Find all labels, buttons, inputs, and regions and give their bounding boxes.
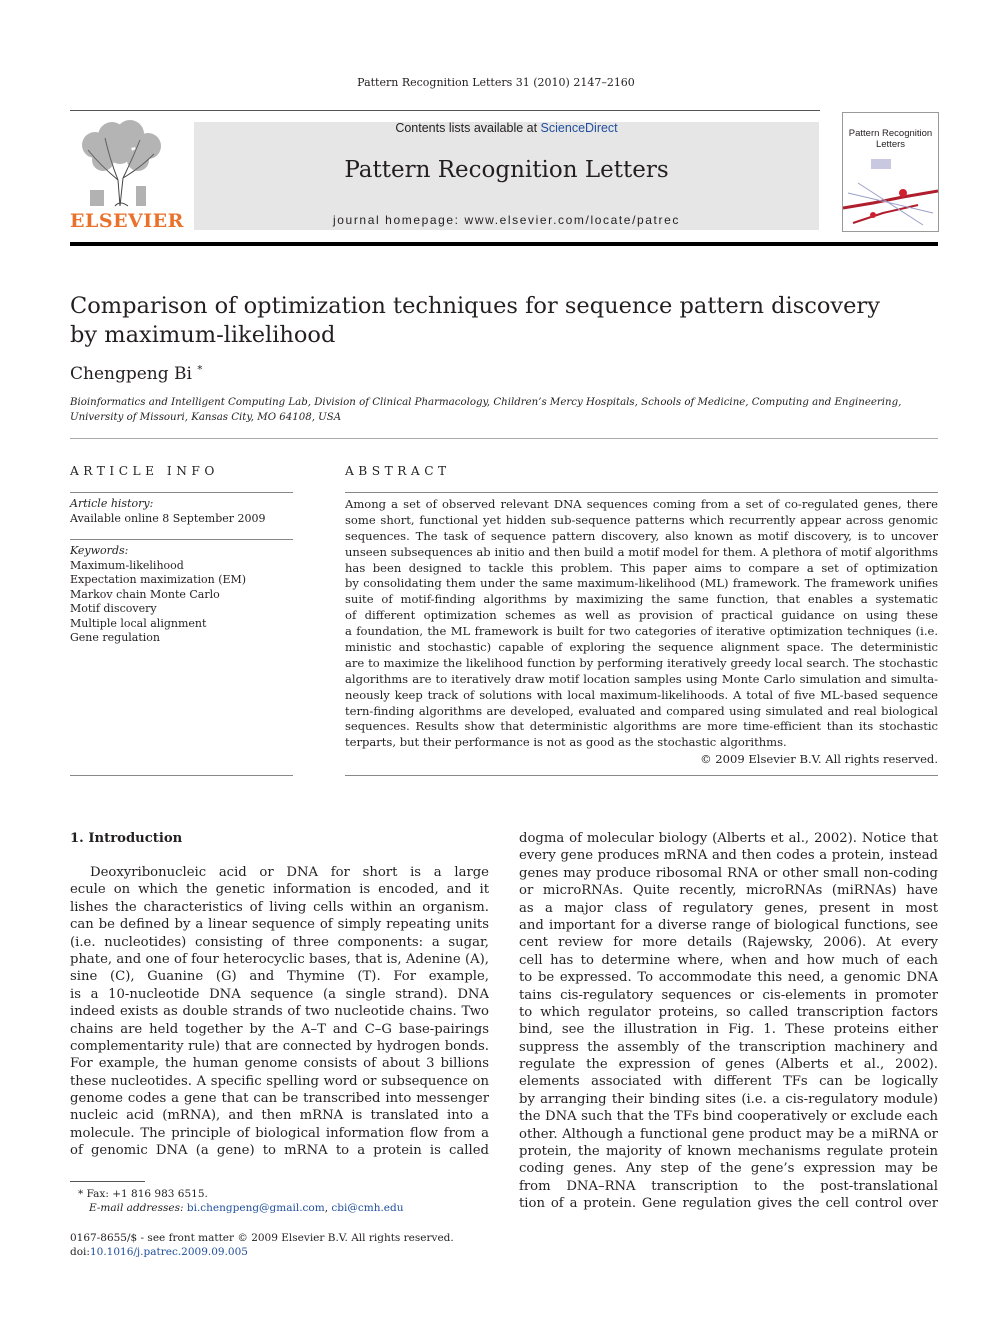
abstract-line: ministic and stochastic) capable of exploring the sequence alignment space. The deterministic bbox=[345, 640, 938, 655]
article-title bbox=[70, 292, 930, 350]
footnote-fax: * Fax: +1 816 983 6515. bbox=[78, 1188, 208, 1200]
journal-citation: Pattern Recognition Letters 31 (2010) 2147–2160 bbox=[357, 76, 635, 89]
sciencedirect-link[interactable]: ScienceDirect bbox=[540, 121, 618, 135]
body-line: bind, see the illustration in Fig. 1. These proteins either bbox=[519, 1022, 938, 1038]
issn-line: 0167-8655/$ - see front matter © 2009 Elsevier B.V. All rights reserved. bbox=[70, 1232, 454, 1244]
body-column-left bbox=[70, 864, 489, 1160]
section-separator bbox=[70, 438, 938, 439]
body-line: tains cis-regulatory sequences or cis-elements in promoter bbox=[519, 987, 938, 1003]
article-info-heading: ARTICLE INFO bbox=[70, 464, 219, 478]
body-line: regulate the expression of genes (Alberts et al., 2002). bbox=[519, 1057, 938, 1073]
body-line: ecule on which the genetic information is encoded, and it bbox=[70, 882, 489, 898]
body-line: as a major class of regulatory genes, present in most bbox=[519, 900, 938, 916]
body-line: by arranging their binding sites (i.e. a cis-regulatory module) bbox=[519, 1091, 938, 1107]
keywords-label: Keywords: bbox=[70, 544, 129, 557]
body-line: the DNA such that the TFs bind cooperatively or exclude each bbox=[519, 1109, 938, 1125]
body-line: and important for a diverse range of biological functions, see bbox=[519, 917, 938, 933]
body-line: phate, and one of four heterocyclic bases, that is, Adenine (A), bbox=[70, 951, 489, 967]
body-column-right bbox=[519, 830, 938, 1213]
abstract-text bbox=[345, 497, 938, 751]
abstract-rule bbox=[345, 492, 938, 493]
author-name[interactable]: Chengpeng Bi bbox=[70, 364, 192, 384]
abstract-line: Among a set of observed relevant DNA sequences coming from a set of co-regulated genes, there bbox=[345, 497, 938, 511]
section-heading: 1. Introduction bbox=[70, 831, 183, 846]
abstract-line: has been designed to tackle this problem. This paper aims to compare a set of optimization bbox=[345, 560, 938, 575]
footnote bbox=[70, 1187, 489, 1215]
email-link[interactable]: cbi@cmh.edu bbox=[331, 1202, 404, 1214]
article-info-rule bbox=[70, 775, 293, 776]
doi-label: doi: bbox=[70, 1246, 90, 1258]
body-line: dogma of molecular biology (Alberts et al., 2002). Notice that bbox=[519, 831, 938, 846]
keyword: Multiple local alignment bbox=[70, 616, 207, 630]
body-line: these nucleotides. A specific spelling word or subsequence on bbox=[70, 1073, 489, 1089]
body-line: is a 10-nucleotide DNA sequence (a single strand). DNA bbox=[70, 986, 489, 1002]
journal-cover-thumbnail bbox=[842, 112, 939, 232]
contents-available-line bbox=[194, 121, 819, 135]
corresponding-author-mark[interactable]: * bbox=[197, 364, 203, 376]
keyword: Maximum-likelihood bbox=[70, 558, 184, 572]
body-line: to which regulator proteins, so called transcription factors bbox=[519, 1004, 938, 1020]
body-line: Deoxyribonucleic acid or DNA for short is a large bbox=[90, 865, 489, 880]
affiliation bbox=[70, 395, 938, 425]
body-line: nucleic acid (mRNA), and then mRNA is translated into a bbox=[70, 1108, 489, 1124]
front-matter bbox=[70, 1231, 489, 1259]
article-info-rule bbox=[70, 492, 293, 493]
body-line: chains are held together by the A–T and C–G base-pairings bbox=[70, 1021, 489, 1037]
abstract-rule bbox=[345, 775, 938, 776]
history-label: Article history: bbox=[70, 497, 154, 510]
body-line: complementarity rule) that are connected by hydrogen bonds. bbox=[70, 1038, 489, 1054]
body-line: sine (C), Guanine (G) and Thymine (T). For example, bbox=[70, 969, 489, 985]
cover-artwork bbox=[843, 153, 938, 231]
body-line: or microRNAs. Quite recently, microRNAs (miRNAs) have bbox=[519, 883, 938, 899]
journal-name: Pattern Recognition Letters bbox=[344, 157, 669, 183]
article-title-line: by maximum-likelihood bbox=[70, 322, 336, 348]
header-rule bbox=[70, 110, 820, 111]
body-line: elements associated with different TFs can be logically bbox=[519, 1074, 938, 1090]
contents-prefix: Contents lists available at bbox=[395, 121, 541, 135]
abstract-line: algorithms are to iteratively draw motif location samples using Monte Carlo simulation and simulta- bbox=[345, 671, 938, 686]
body-line: of genomic DNA (a gene) to mRNA to a protein is called bbox=[70, 1143, 489, 1159]
history-value: Available online 8 September 2009 bbox=[70, 511, 266, 525]
body-line: can be defined by a linear sequence of simply repeating units bbox=[70, 917, 489, 933]
abstract-line: are to maximize the likelihood function by performing iteratively greedy local search. The stochastic bbox=[345, 655, 938, 670]
body-line: genes may produce ribosomal RNA or other small non-coding bbox=[519, 865, 938, 881]
abstract-line: of different optimization schemes as well as provision of practical guidance on using these bbox=[345, 608, 938, 623]
body-line: (i.e. nucleotides) consisting of three components: a sugar, bbox=[70, 934, 489, 950]
body-line: For example, the human genome consists of about 3 billions bbox=[70, 1056, 489, 1072]
author bbox=[70, 364, 202, 384]
article-info-rule bbox=[70, 539, 293, 540]
abstract-line: unseen subsequences ab initio and then build a motif model for them. A plethora of motif algorithms bbox=[345, 544, 938, 559]
abstract-line: by consolidating them under the same maximum-likelihood (ML) framework. The framework unifies bbox=[345, 576, 938, 591]
body-line: molecule. The principle of biological information flow from a bbox=[70, 1125, 489, 1141]
abstract-line: neously keep track of solutions with local maximum-likelihoods. A total of five ML-based sequence bbox=[345, 687, 938, 702]
keyword: Gene regulation bbox=[70, 631, 161, 644]
elsevier-wordmark: ELSEVIER bbox=[70, 210, 184, 232]
body-line: other. Although a functional gene product may be a miRNA or bbox=[519, 1126, 938, 1142]
abstract-heading: ABSTRACT bbox=[345, 464, 451, 478]
abstract-line: sequences. Results show that deterministic algorithms are more time-efficient than its stochastic bbox=[345, 719, 938, 734]
affiliation-line: University of Missouri, Kansas City, MO 64108, USA bbox=[70, 412, 342, 423]
abstract-copyright: © 2009 Elsevier B.V. All rights reserved. bbox=[700, 752, 938, 766]
keyword: Expectation maximization (EM) bbox=[70, 573, 247, 586]
abstract-line: tern-finding algorithms are developed, evaluated and compared using simulated and real biological bbox=[345, 703, 938, 718]
body-line: every gene produces mRNA and then codes a protein, instead bbox=[519, 848, 938, 864]
body-line: cent review for more details (Rajewsky, 2006). At every bbox=[519, 935, 938, 951]
body-line: cell has to determine where, when and how much of each bbox=[519, 952, 938, 968]
keyword: Motif discovery bbox=[70, 602, 157, 615]
body-line: coding genes. Any step of the gene’s expression may be bbox=[519, 1161, 938, 1177]
body-line: tion of a protein. Gene regulation gives the cell control over bbox=[519, 1196, 938, 1212]
journal-homepage[interactable]: journal homepage: www.elsevier.com/locate/patrec bbox=[333, 213, 680, 227]
footnote-rule bbox=[70, 1181, 145, 1182]
affiliation-line: Bioinformatics and Intelligent Computing Lab, Division of Clinical Pharmacology, Children’s Mercy Hospitals, Schools of Medicine, Computing and Engineering, bbox=[70, 397, 902, 408]
keywords-block bbox=[70, 544, 293, 646]
abstract-line: suite of motif-finding algorithms by maximizing the same function, that enables a systematic bbox=[345, 592, 938, 607]
body-line: from DNA–RNA transcription to the post-translational bbox=[519, 1178, 938, 1194]
email-separator: , bbox=[324, 1202, 332, 1214]
body-line: suppress the assembly of the transcription machinery and bbox=[519, 1039, 938, 1055]
body-line: lishes the characteristics of living cells within an organism. bbox=[70, 899, 489, 915]
abstract-line: sequences. The task of sequence pattern discovery, also known as motif discovery, is to uncover bbox=[345, 528, 938, 543]
article-title-line: Comparison of optimization techniques for sequence pattern discovery bbox=[70, 293, 880, 319]
body-line: to be expressed. To accommodate this need, a genomic DNA bbox=[519, 970, 938, 986]
article-history bbox=[70, 497, 293, 526]
body-line: genome codes a gene that can be transcribed into messenger bbox=[70, 1091, 489, 1107]
doi-link[interactable]: 10.1016/j.patrec.2009.09.005 bbox=[89, 1246, 248, 1258]
abstract-line: some short, functional yet hidden sub-sequence patterns which recurrently appear across genomic bbox=[345, 512, 938, 527]
abstract-line: terparts, but their performance is not as good as the stochastic algorithms. bbox=[345, 735, 787, 750]
abstract-line: a foundation, the ML framework is built for two categories of iterative optimization techniques (i.e. bbox=[345, 624, 938, 639]
keyword: Markov chain Monte Carlo bbox=[70, 587, 220, 601]
email-label: E-mail addresses: bbox=[89, 1202, 184, 1214]
cover-title: Pattern Recognition Letters bbox=[848, 128, 933, 150]
email-link[interactable]: bi.chengpeng@gmail.com bbox=[186, 1202, 325, 1214]
header-thick-rule bbox=[70, 242, 938, 246]
body-line: protein, the majority of known mechanisms regulate protein bbox=[519, 1144, 938, 1160]
body-line: indeed exists as double strands of two nucleotide chains. Two bbox=[70, 1004, 489, 1020]
